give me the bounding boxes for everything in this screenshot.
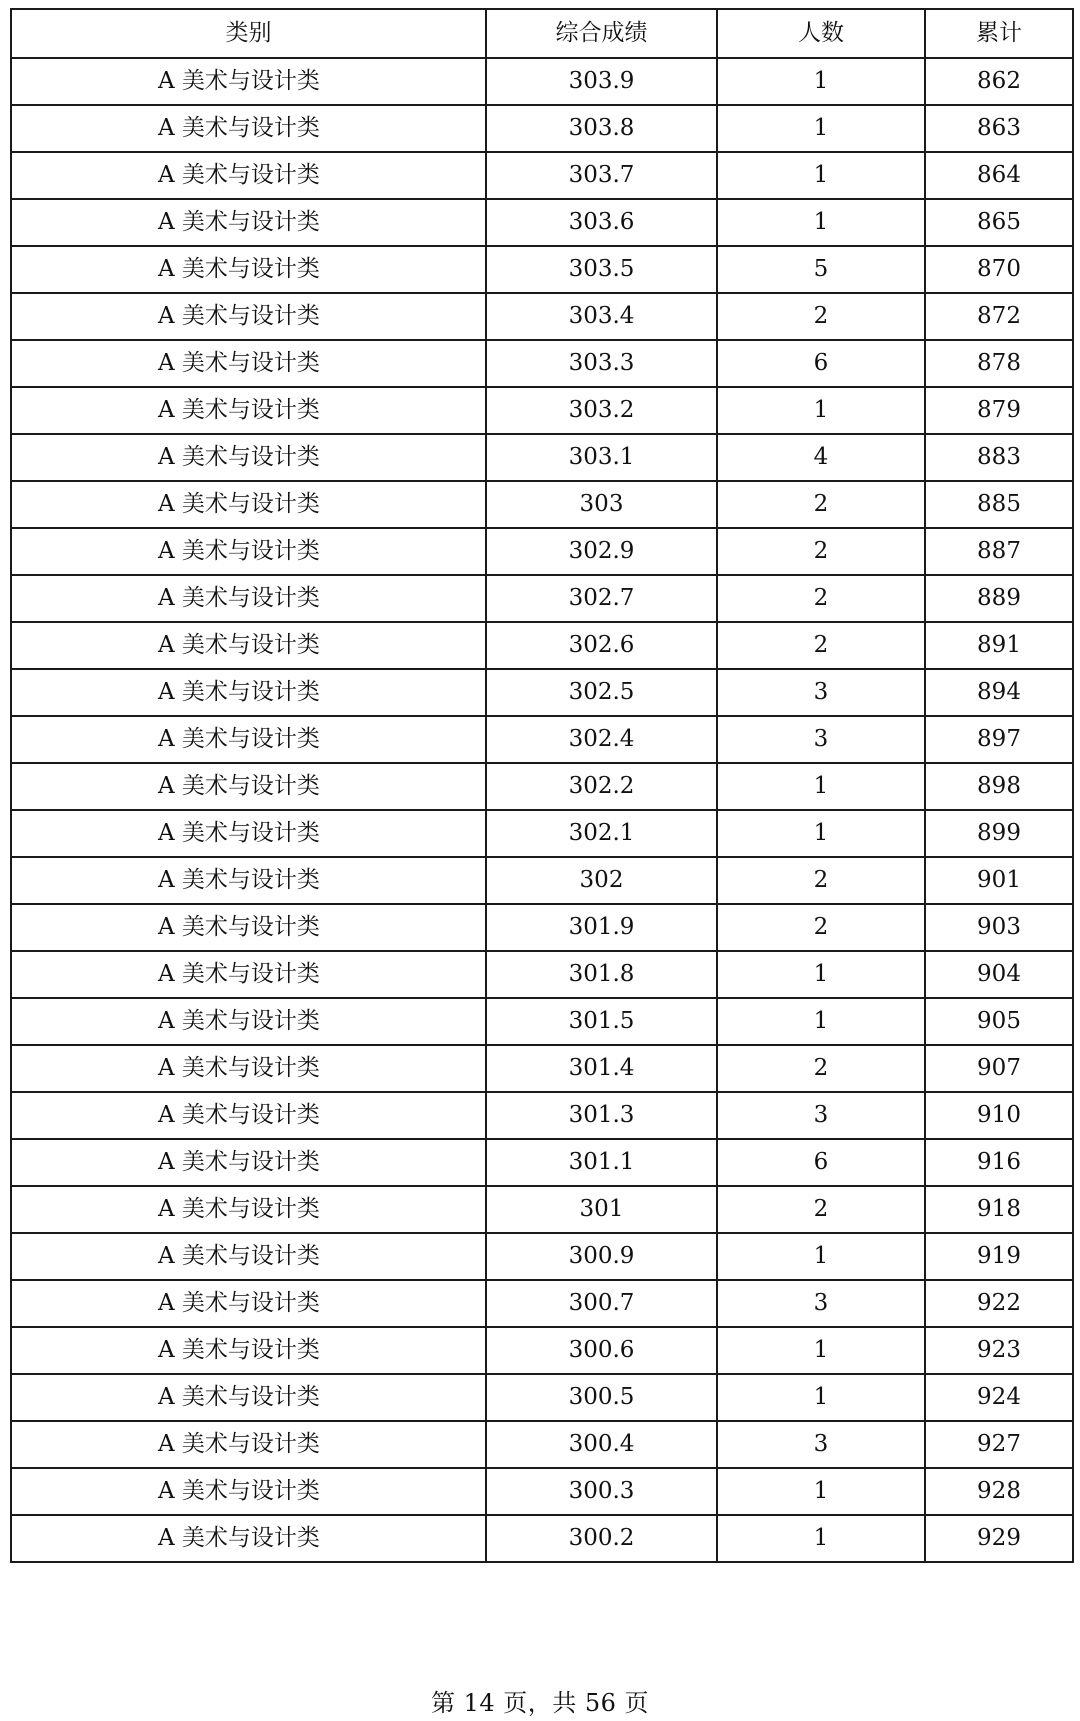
- cell-cumulative: 907: [925, 1045, 1073, 1092]
- header-category: 类别: [11, 9, 486, 58]
- cell-category: A 美术与设计类: [11, 105, 486, 152]
- cell-category: A 美术与设计类: [11, 1327, 486, 1374]
- cell-score: 301.5: [486, 998, 717, 1045]
- cell-cumulative: 901: [925, 857, 1073, 904]
- table-row: [11, 152, 1073, 199]
- cell-category: A 美术与设计类: [11, 575, 486, 622]
- cell-count: 2: [717, 528, 925, 575]
- cell-score: 303.5: [486, 246, 717, 293]
- cell-category: A 美术与设计类: [11, 951, 486, 998]
- cell-count: 2: [717, 857, 925, 904]
- cell-score: 302.5: [486, 669, 717, 716]
- cell-score: 303.2: [486, 387, 717, 434]
- table-row: [11, 1327, 1073, 1374]
- cell-cumulative: 923: [925, 1327, 1073, 1374]
- table-header-row: [11, 9, 1073, 58]
- table-row: [11, 340, 1073, 387]
- cell-cumulative: 887: [925, 528, 1073, 575]
- cell-score: 303.1: [486, 434, 717, 481]
- cell-score: 302.7: [486, 575, 717, 622]
- table-row: [11, 1233, 1073, 1280]
- cell-cumulative: 924: [925, 1374, 1073, 1421]
- cell-score: 301.1: [486, 1139, 717, 1186]
- cell-cumulative: 879: [925, 387, 1073, 434]
- cell-count: 2: [717, 575, 925, 622]
- cell-category: A 美术与设计类: [11, 1468, 486, 1515]
- cell-category: A 美术与设计类: [11, 1045, 486, 1092]
- page-number: 第 14 页，共 56 页: [430, 1689, 650, 1717]
- cell-category: A 美术与设计类: [11, 857, 486, 904]
- cell-cumulative: 897: [925, 716, 1073, 763]
- cell-score: 302: [486, 857, 717, 904]
- score-table: [10, 8, 1074, 1563]
- cell-cumulative: 885: [925, 481, 1073, 528]
- cell-category: A 美术与设计类: [11, 1139, 486, 1186]
- table-row: [11, 246, 1073, 293]
- cell-category: A 美术与设计类: [11, 763, 486, 810]
- cell-cumulative: 863: [925, 105, 1073, 152]
- cell-count: 1: [717, 58, 925, 105]
- cell-score: 300.7: [486, 1280, 717, 1327]
- table-row: [11, 1045, 1073, 1092]
- cell-score: 303.7: [486, 152, 717, 199]
- table-row: [11, 904, 1073, 951]
- table-row: [11, 1515, 1073, 1562]
- cell-score: 302.2: [486, 763, 717, 810]
- cell-score: 303.6: [486, 199, 717, 246]
- table-row: [11, 387, 1073, 434]
- cell-cumulative: 864: [925, 152, 1073, 199]
- cell-score: 302.9: [486, 528, 717, 575]
- cell-score: 300.9: [486, 1233, 717, 1280]
- table-body: [11, 58, 1073, 1562]
- cell-score: 300.4: [486, 1421, 717, 1468]
- cell-score: 302.6: [486, 622, 717, 669]
- cell-count: 3: [717, 669, 925, 716]
- cell-count: 1: [717, 152, 925, 199]
- cell-category: A 美术与设计类: [11, 1233, 486, 1280]
- cell-category: A 美术与设计类: [11, 1186, 486, 1233]
- cell-score: 301: [486, 1186, 717, 1233]
- cell-count: 2: [717, 481, 925, 528]
- cell-count: 1: [717, 1374, 925, 1421]
- table-row: [11, 1374, 1073, 1421]
- cell-count: 1: [717, 763, 925, 810]
- table-row: [11, 1139, 1073, 1186]
- table-row: [11, 199, 1073, 246]
- cell-count: 1: [717, 1233, 925, 1280]
- cell-count: 1: [717, 810, 925, 857]
- cell-category: A 美术与设计类: [11, 1374, 486, 1421]
- cell-category: A 美术与设计类: [11, 387, 486, 434]
- table-row: [11, 763, 1073, 810]
- table-row: [11, 1280, 1073, 1327]
- table-row: [11, 716, 1073, 763]
- cell-category: A 美术与设计类: [11, 528, 486, 575]
- cell-score: 300.2: [486, 1515, 717, 1562]
- cell-cumulative: 928: [925, 1468, 1073, 1515]
- cell-cumulative: 929: [925, 1515, 1073, 1562]
- table-row: [11, 481, 1073, 528]
- cell-count: 1: [717, 387, 925, 434]
- cell-count: 6: [717, 1139, 925, 1186]
- cell-cumulative: 919: [925, 1233, 1073, 1280]
- table-row: [11, 1421, 1073, 1468]
- cell-category: A 美术与设计类: [11, 904, 486, 951]
- cell-score: 301.8: [486, 951, 717, 998]
- cell-score: 300.6: [486, 1327, 717, 1374]
- cell-cumulative: 862: [925, 58, 1073, 105]
- cell-category: A 美术与设计类: [11, 152, 486, 199]
- cell-count: 2: [717, 1045, 925, 1092]
- table-row: [11, 293, 1073, 340]
- cell-score: 303.4: [486, 293, 717, 340]
- cell-count: 3: [717, 716, 925, 763]
- cell-count: 1: [717, 199, 925, 246]
- cell-score: 303.3: [486, 340, 717, 387]
- table-row: [11, 857, 1073, 904]
- header-cumulative: 累计: [925, 9, 1073, 58]
- header-score: 综合成绩: [486, 9, 717, 58]
- cell-category: A 美术与设计类: [11, 810, 486, 857]
- cell-cumulative: 927: [925, 1421, 1073, 1468]
- cell-category: A 美术与设计类: [11, 716, 486, 763]
- cell-cumulative: 894: [925, 669, 1073, 716]
- cell-cumulative: 889: [925, 575, 1073, 622]
- cell-cumulative: 865: [925, 199, 1073, 246]
- cell-category: A 美术与设计类: [11, 998, 486, 1045]
- cell-count: 3: [717, 1421, 925, 1468]
- cell-cumulative: 910: [925, 1092, 1073, 1139]
- cell-cumulative: 922: [925, 1280, 1073, 1327]
- table-row: [11, 669, 1073, 716]
- cell-score: 301.9: [486, 904, 717, 951]
- cell-cumulative: 903: [925, 904, 1073, 951]
- cell-count: 1: [717, 998, 925, 1045]
- cell-count: 3: [717, 1280, 925, 1327]
- cell-cumulative: 898: [925, 763, 1073, 810]
- cell-cumulative: 899: [925, 810, 1073, 857]
- cell-cumulative: 916: [925, 1139, 1073, 1186]
- cell-category: A 美术与设计类: [11, 1280, 486, 1327]
- cell-category: A 美术与设计类: [11, 58, 486, 105]
- cell-cumulative: 872: [925, 293, 1073, 340]
- table-row: [11, 528, 1073, 575]
- cell-category: A 美术与设计类: [11, 622, 486, 669]
- cell-category: A 美术与设计类: [11, 481, 486, 528]
- table-row: [11, 1468, 1073, 1515]
- cell-category: A 美术与设计类: [11, 199, 486, 246]
- cell-score: 300.3: [486, 1468, 717, 1515]
- table-row: [11, 58, 1073, 105]
- cell-count: 6: [717, 340, 925, 387]
- cell-score: 303: [486, 481, 717, 528]
- cell-count: 1: [717, 951, 925, 998]
- cell-category: A 美术与设计类: [11, 669, 486, 716]
- cell-count: 1: [717, 1327, 925, 1374]
- cell-count: 1: [717, 1515, 925, 1562]
- cell-count: 4: [717, 434, 925, 481]
- cell-score: 303.8: [486, 105, 717, 152]
- cell-score: 300.5: [486, 1374, 717, 1421]
- cell-score: 302.4: [486, 716, 717, 763]
- cell-cumulative: 878: [925, 340, 1073, 387]
- cell-category: A 美术与设计类: [11, 340, 486, 387]
- table-row: [11, 575, 1073, 622]
- cell-cumulative: 891: [925, 622, 1073, 669]
- cell-count: 2: [717, 622, 925, 669]
- cell-count: 5: [717, 246, 925, 293]
- table-row: [11, 105, 1073, 152]
- table-row: [11, 1092, 1073, 1139]
- cell-category: A 美术与设计类: [11, 1515, 486, 1562]
- table-row: [11, 434, 1073, 481]
- cell-score: 303.9: [486, 58, 717, 105]
- cell-cumulative: 870: [925, 246, 1073, 293]
- cell-count: 2: [717, 904, 925, 951]
- table-row: [11, 810, 1073, 857]
- table-row: [11, 622, 1073, 669]
- cell-category: A 美术与设计类: [11, 1092, 486, 1139]
- cell-count: 2: [717, 1186, 925, 1233]
- cell-score: 301.4: [486, 1045, 717, 1092]
- cell-category: A 美术与设计类: [11, 246, 486, 293]
- cell-cumulative: 904: [925, 951, 1073, 998]
- table-row: [11, 951, 1073, 998]
- table-row: [11, 998, 1073, 1045]
- cell-category: A 美术与设计类: [11, 434, 486, 481]
- cell-category: A 美术与设计类: [11, 293, 486, 340]
- cell-count: 3: [717, 1092, 925, 1139]
- cell-score: 301.3: [486, 1092, 717, 1139]
- cell-cumulative: 918: [925, 1186, 1073, 1233]
- cell-cumulative: 883: [925, 434, 1073, 481]
- cell-count: 2: [717, 293, 925, 340]
- cell-count: 1: [717, 1468, 925, 1515]
- cell-cumulative: 905: [925, 998, 1073, 1045]
- cell-score: 302.1: [486, 810, 717, 857]
- table-row: [11, 1186, 1073, 1233]
- cell-count: 1: [717, 105, 925, 152]
- cell-category: A 美术与设计类: [11, 1421, 486, 1468]
- header-count: 人数: [717, 9, 925, 58]
